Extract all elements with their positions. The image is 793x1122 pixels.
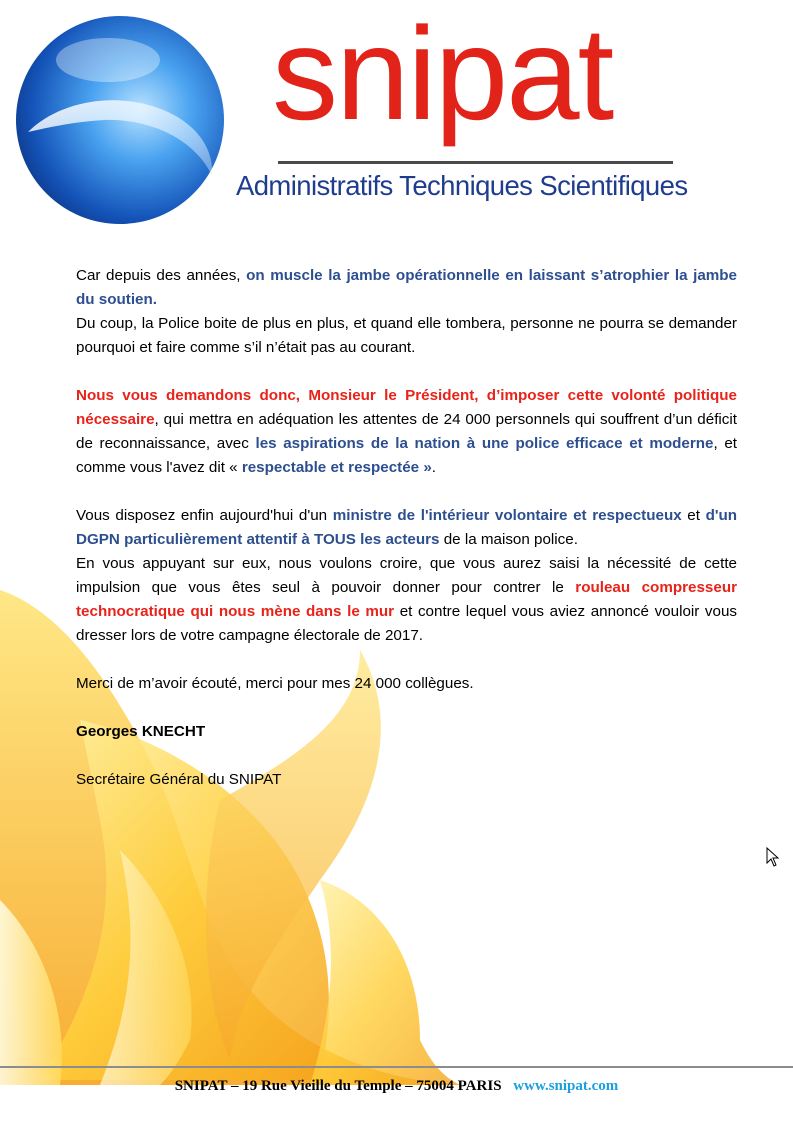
highlight-red: rouleau compresseur technocratique qui nous mène dans le mur [76,579,738,620]
paragraph-6: Merci de m’avoir écouté, merci pour mes 24 000 collègues. [76,675,474,692]
mouse-pointer-icon [766,847,780,867]
highlight-blue: ministre de l'intérieur volontaire et respectueux [332,507,682,524]
header-logo [0,0,793,240]
brand-name: snipat [272,0,613,147]
brand-tagline: Administratifs Techniques Scientifiques [236,170,688,201]
highlight-blue: les aspirations de la nation à une police efficace et moderne [255,435,714,452]
globe-sphere-icon [0,0,230,230]
paragraph-3: Nous vous demandons donc, Monsieur le Président, d’imposer cette volonté politique nécessaire, qui mettra en adéquation les attentes de 24 000 personnels qui souffrent d’un déficit de reconnaissance, avec les aspirations de la nation à une police efficace et moderne, et comme vous l'avez dit « respectable et respectée ». [76,387,738,476]
signature-name: Georges KNECHT [76,723,206,740]
brand-rule [278,161,673,164]
footer [0,1078,793,1095]
highlight-blue: d'un DGPN particulièrement attentif à TOUS les acteurs [76,507,738,548]
paragraph-2: Du coup, la Police boite de plus en plus, et quand elle tombera, personne ne pourra se demander pourquoi et faire comme s’il n’était pas au courant. [76,315,737,356]
footer-address: SNIPAT – 19 Rue Vieille du Temple – 75004 PARIS [174,1078,502,1094]
paragraph-1: Car depuis des années, on muscle la jambe opérationnelle en laissant s’atrophier la jambe du soutien. [76,267,738,308]
paragraph-4: Vous disposez enfin aujourd'hui d'un ministre de l'intérieur volontaire et respectueux et d'un DGPN particulièrement attentif à TOUS les acteurs de la maison police. [76,507,738,548]
highlight-blue: respectable et respectée » [241,459,432,476]
highlight-red: Nous vous demandons donc, Monsieur le Président, d’imposer cette volonté politique nécessaire [76,387,737,428]
footer-divider [0,1066,793,1068]
letter-body [76,264,737,816]
highlight-blue: on muscle la jambe opérationnelle en laissant s’atrophier la jambe du soutien. [76,267,738,308]
paragraph-5: En vous appuyant sur eux, nous voulons croire, que vous aurez saisi la nécessité de cette impulsion que vous êtes seul à pouvoir donner pour contrer le rouleau compresseur technocratique qui nous mène dans le mur et contre lequel vous aviez annoncé vouloir vous dresser lors de votre campagne électorale de 2017. [76,555,738,644]
signature-role: Secrétaire Général du SNIPAT [76,771,282,788]
footer-website-link[interactable]: www.snipat.com [513,1078,619,1094]
